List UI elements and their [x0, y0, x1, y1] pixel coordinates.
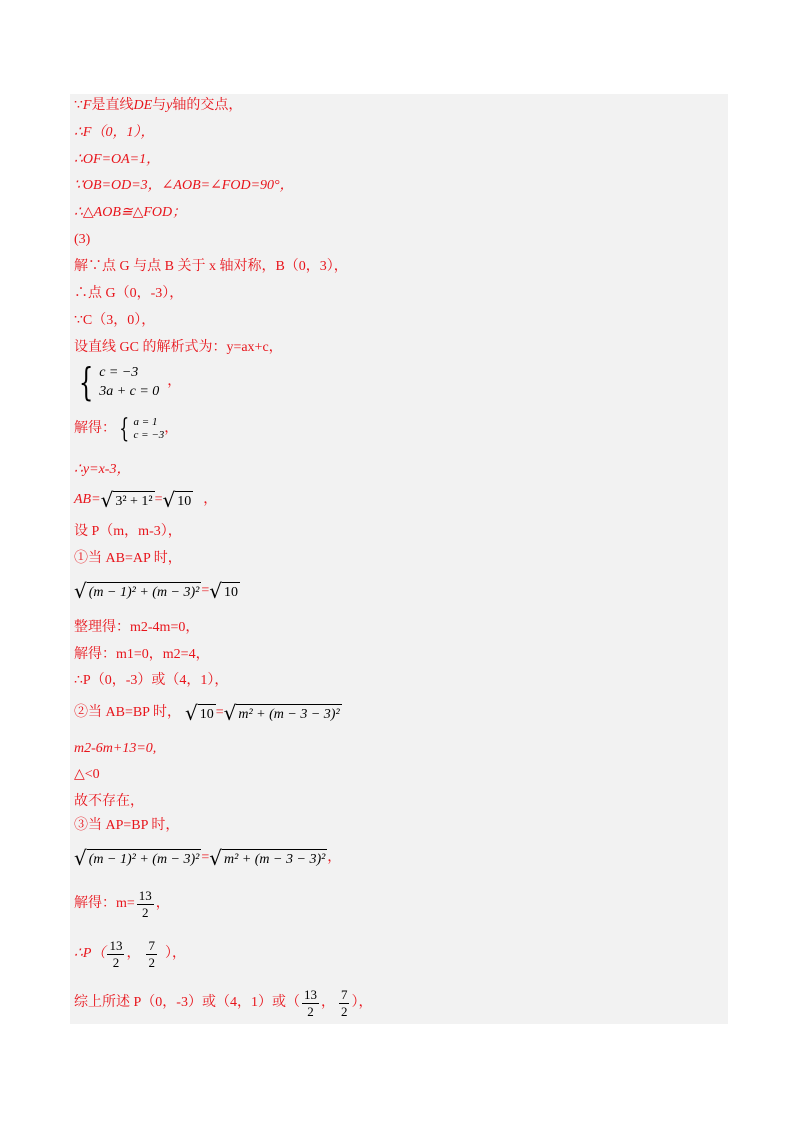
- text: F: [82, 98, 92, 113]
- equation: a = 1: [133, 416, 158, 428]
- line-4: ∵OB=OD=3，∠AOB=∠FOD=90°，: [74, 178, 294, 193]
- line-24: 故不存在，: [74, 794, 144, 809]
- text: =: [154, 492, 163, 507]
- radicand: m² + (m − 3 − 3)²: [236, 704, 341, 723]
- sqrt-expression: √ m² + (m − 3 − 3)²: [209, 846, 326, 870]
- text: ，: [167, 374, 182, 389]
- line-22: m2-6m+13=0,: [74, 741, 157, 756]
- line-28: [74, 936, 186, 972]
- radicand: (m − 1)² + (m − 3)²: [87, 582, 202, 601]
- text: 是直线: [91, 98, 134, 113]
- text: =: [215, 705, 224, 720]
- equation: c = −3: [133, 429, 165, 441]
- line-15: 设 P（m，m-3），: [74, 524, 182, 539]
- line-5: ∴△AOB≅△FOD；: [74, 205, 187, 220]
- sqrt-expression: √ (m − 1)² + (m − 3)²: [74, 846, 200, 870]
- line-3: ∴OF=OA=1，: [74, 152, 161, 167]
- denominator: 2: [142, 904, 149, 920]
- line-7: 解∵点 G 与点 B 关于 x 轴对称，B（0，3），: [74, 259, 348, 274]
- sqrt-expression: √ 10: [162, 488, 192, 512]
- equation: 3a + c = 0: [99, 384, 160, 399]
- numerator: 13: [109, 937, 123, 953]
- fraction: [107, 938, 124, 971]
- line-13: ∴y=x-3，: [74, 462, 131, 477]
- radicand: 10: [222, 582, 240, 601]
- line-16: ①当 AB=AP 时，: [74, 551, 182, 566]
- text: y: [166, 98, 173, 113]
- text: 轴的交点，: [172, 98, 243, 113]
- text: =: [201, 850, 210, 865]
- text: ②当 AB=BP 时，: [74, 705, 181, 720]
- equation-system-1: [74, 362, 181, 402]
- text: DE: [133, 98, 153, 113]
- text: ，: [164, 421, 179, 436]
- text: 解得：m=: [74, 896, 135, 911]
- radicand: 10: [175, 491, 193, 510]
- radicand: 3² + 1²: [113, 491, 154, 510]
- numerator: 7: [148, 937, 155, 953]
- numerator: 13: [138, 887, 152, 903]
- sqrt-expression: √ (m − 1)² + (m − 3)²: [74, 579, 200, 603]
- sqrt-expression: √ 10: [209, 579, 239, 603]
- line-2: ∴F（0，1），: [74, 125, 155, 140]
- fraction: [146, 938, 157, 971]
- numerator: 7: [340, 986, 348, 1002]
- text: ∴P（: [74, 946, 106, 961]
- line-18: 整理得：m2-4m=0，: [74, 620, 200, 635]
- text: ，: [126, 946, 141, 961]
- text: 综上所述 P（0，-3）或（4，1）或（: [74, 995, 300, 1010]
- line-9: ∵C（3，0），: [74, 313, 156, 328]
- text: ，: [203, 492, 218, 507]
- fraction: [302, 987, 319, 1020]
- line-8: ∴点 G（0，-3），: [74, 286, 184, 301]
- sqrt-expression: √ 3² + 1²: [100, 488, 153, 512]
- text: ∵: [74, 98, 83, 113]
- line-26: [74, 844, 341, 872]
- text: ，: [320, 995, 335, 1010]
- line-29: [74, 985, 372, 1021]
- sqrt-expression: √ 10: [184, 701, 214, 725]
- denominator: 2: [148, 954, 155, 970]
- equation: c = −3: [99, 365, 139, 380]
- line-17: [74, 578, 240, 604]
- line-12: [74, 414, 178, 444]
- line-21: [74, 700, 342, 726]
- text: ），: [351, 995, 373, 1010]
- text: 与: [152, 98, 167, 113]
- text: =: [201, 583, 210, 598]
- text: ），: [164, 946, 186, 961]
- line-10: 设直线 GC 的解析式为：y=ax+c，: [74, 340, 283, 355]
- radicand: m² + (m − 3 − 3)²: [222, 849, 327, 868]
- fraction: [137, 888, 154, 921]
- fraction: [339, 987, 350, 1020]
- text: ，: [327, 850, 342, 865]
- line-25: ③当 AP=BP 时，: [74, 818, 180, 833]
- line-27: [74, 886, 170, 922]
- system-brace: { c = −3 3a + c = 0: [78, 360, 160, 404]
- line-19: 解得：m1=0，m2=4，: [74, 647, 210, 662]
- text: 解得：: [74, 421, 116, 436]
- radicand: (m − 1)² + (m − 3)²: [87, 849, 202, 868]
- line-20: ∴P（0，-3）或（4，1），: [74, 673, 229, 688]
- denominator: 2: [112, 954, 120, 970]
- text: AB=: [74, 492, 101, 507]
- sqrt-expression: √ m² + (m − 3 − 3)²: [223, 701, 340, 725]
- denominator: 2: [340, 1003, 348, 1019]
- numerator: 13: [303, 986, 317, 1002]
- denominator: 2: [307, 1003, 314, 1019]
- line-14: [74, 488, 217, 512]
- line-6: (3): [74, 232, 91, 247]
- radicand: 10: [198, 704, 216, 723]
- line-23: △<0: [74, 767, 100, 782]
- line-1: [74, 97, 242, 115]
- text: ，: [155, 896, 170, 911]
- system-brace: { a = 1 c = −3: [119, 414, 165, 444]
